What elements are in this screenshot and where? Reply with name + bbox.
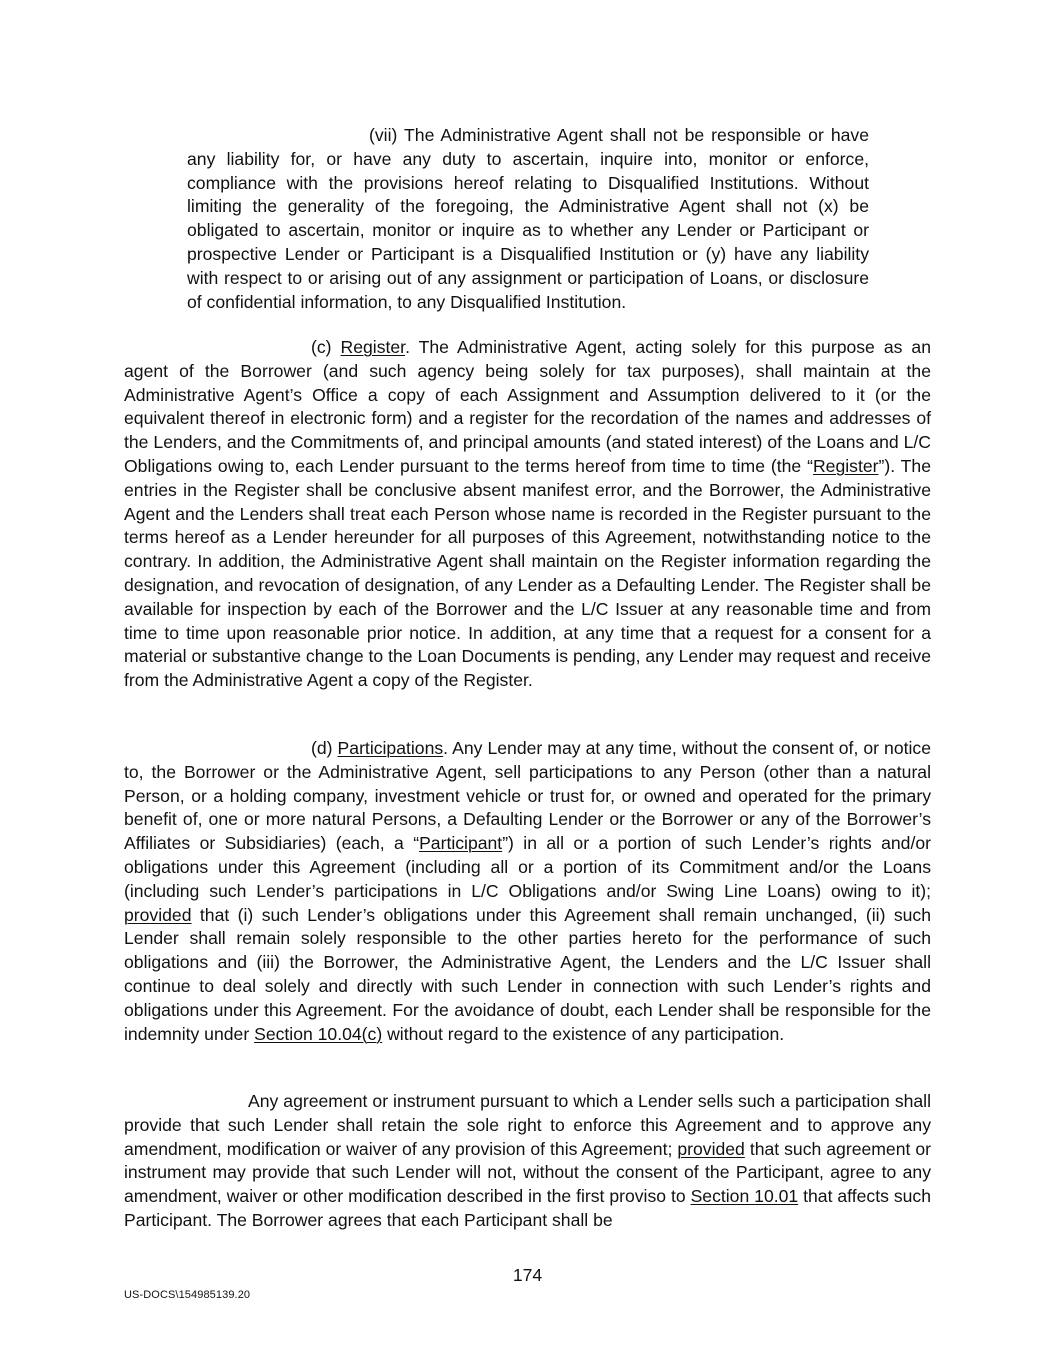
paragraph-text-run: ”). The entries in the Register shall be conclusive absent manifest error, and the Borrower, the Administrative Agent and the Lenders shall treat each Person whose name is recorded in the Register pursuant to the terms hereof as a Lender hereunder for all purposes of this Agreement, notwithstanding notice to the contrary. In addition, the Administrative Agent shall maintain on the Register information regarding the designation, and revocation of designation, of any Lender as a Defaulting Lender. The Register shall be available for inspection by each of the Borrower and the L/C Issuer at any reasonable time and from time to time upon reasonable prior notice. In addition, at any time that a request for a consent for a material or substantive change to the Loan Documents is pending, any Lender may request and receive from the Administrative Agent a copy of the Register. — [124, 455, 931, 691]
paragraph-text-run: (d) — [311, 738, 338, 758]
paragraph-text-run: that (i) such Lender’s obligations under this Agreement shall remain unchanged, (ii) such Lender shall remain solely responsible to the other parties hereto for the performance of such obligations and (iii) the Borrower, the Administrative Agent, the Lenders and the L/C Issuer shall continue to deal solely and directly with such Lender in connection with such Lender’s rights and obligations under this Agreement. For the avoidance of doubt, each Lender shall be responsible for the indemnity under — [124, 904, 931, 1044]
paragraph-text-run: ”) in all or a portion of such Lender’s rights and/or obligations under this Agreement (including all or a portion of its Commitment and/or the Loans (including such Lender’s participations in L/C Obligations and/or Swing Line Loans) owing to it); — [124, 833, 931, 901]
provided-term: provided — [124, 904, 192, 925]
section-10-04-c-reference: Section 10.04(c) — [254, 1023, 383, 1044]
paragraph-text-run: that such agreement or instrument may provide that such Lender will not, without the consent of the Participant, agree to any amendment, waiver or other modification described in the first proviso to — [124, 1138, 931, 1207]
document-id-footer: US-DOCS\154985139.20 — [124, 1289, 251, 1301]
provided-term: provided — [677, 1138, 745, 1159]
participations-heading: Participations — [337, 738, 444, 758]
paragraph-text-run: . Any Lender may at any time, without the consent of, or notice to, the Borrower or the Administrative Agent, sell participations to any Person (other than a natural Person, or a holding company, investment vehicle or trust for, or owned and operated for the primary benefit of, one or more natural Persons, a Defaulting Lender or the Borrower or any of the Borrower’s Affiliates or Subsidiaries) (each, a “ — [124, 738, 931, 854]
paragraph-text-run: (c) — [311, 337, 341, 357]
paragraph-c-register — [124, 336, 931, 693]
register-defined-term: Register — [812, 455, 879, 476]
paragraph-vii-disqualified-institutions — [187, 124, 869, 314]
paragraph-text-run: without regard to the existence of any participation. — [382, 1023, 785, 1044]
paragraph-text-run: Any agreement or instrument pursuant to which a Lender sells such a participation shall provide that such Lender shall retain the sole right to enforce this Agreement and to approve any amendment, modification or waiver of any provision of this Agreement; — [124, 1091, 931, 1159]
page-number: 174 — [512, 1265, 543, 1285]
paragraph-text-run: . The Administrative Agent, acting solely for this purpose as an agent of the Borrower (and such agency being solely for tax purposes), shall maintain at the Administrative Agent’s Office a copy of each Assignment and Assumption delivered to it (or the equivalent thereof in electronic form) and a register for the recordation of the names and addresses of the Lenders, and the Commitments of, and principal amounts (and stated interest) of the Loans and L/C Obligations owing to, each Lender pursuant to the terms hereof from time to time (the “ — [124, 337, 932, 476]
participant-defined-term: Participant — [419, 833, 503, 854]
register-heading: Register — [340, 337, 406, 357]
paragraph-text-run: (vii) The Administrative Agent shall not be responsible or have any liability for, or have any duty to ascertain, inquire into, monitor or enforce, compliance with the provisions hereof relating to Disqualified Institutions. Without limiting the generality of the foregoing, the Administrative Agent shall not (x) be obligated to ascertain, monitor or inquire as to whether any Lender or Participant or prospective Lender or Participant is a Disqualified Institution or (y) have any liability with respect to or arising out of any assignment or participation of Loans, or disclosure of confidential information, to any Disqualified Institution. — [187, 125, 869, 312]
paragraph-participation-agreement — [124, 1090, 931, 1233]
section-10-01-reference: Section 10.01 — [690, 1186, 799, 1207]
paragraph-d-participations — [124, 737, 931, 1046]
paragraph-text-run: that affects such Participant. The Borrower agrees that each Participant shall be — [124, 1186, 931, 1230]
